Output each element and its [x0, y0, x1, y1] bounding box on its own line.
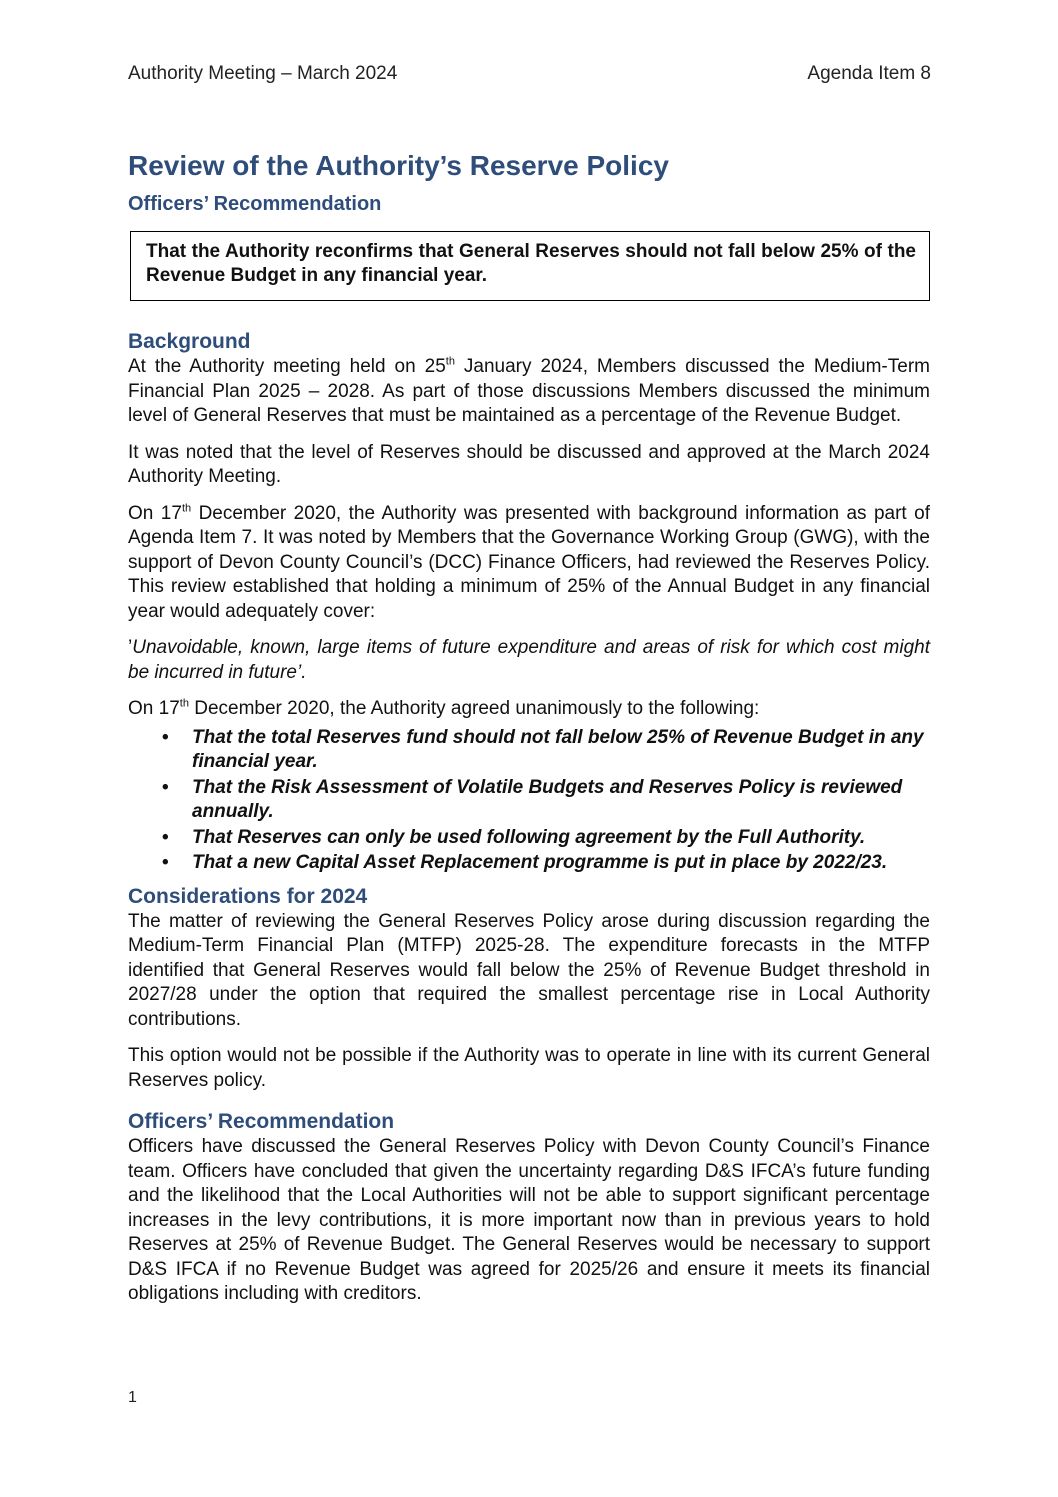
background-quote: ’Unavoidable, known, large items of future expenditure and areas of risk for which cost might be incurred in future’. — [128, 637, 930, 683]
considerations-heading: Considerations for 2024 — [128, 884, 368, 908]
considerations-paragraph-1: The matter of reviewing the General Reserves Policy arose during discussion regarding the Medium-Term Financial Plan (MTFP) 2025-28. The expenditure forecasts in the MTFP identified that General Reserves would fall below the 25% of Revenue Budget threshold in 2027/28 under the option that required the smallest percentage rise in Local Authority contributions. — [128, 910, 930, 1030]
decision-item: • That Reserves can only be used following agreement by the Full Authority. — [192, 826, 930, 851]
background-heading: Background — [128, 330, 251, 353]
considerations-section — [128, 884, 930, 1094]
background-paragraph-3: On 17th December 2020, the Authority was presented with background information as part of Agenda Item 7. It was noted by Members that the Governance Working Group (GWG), with the support of Devon County Council’s (DCC) Finance Officers, had reviewed the Reserves Policy. This review established that holding a minimum of 25% of the Annual Budget in any financial year would adequately cover: — [128, 502, 930, 622]
background-paragraph-2: It was noted that the level of Reserves should be discussed and approved at the March 2024 Authority Meeting. — [128, 441, 930, 487]
page-title: Review of the Authority’s Reserve Policy — [128, 150, 669, 181]
decision-item: • That the total Reserves fund should not fall below 25% of Revenue Budget in any financial year. — [192, 726, 930, 775]
header-meeting: Authority Meeting – March 2024 — [128, 63, 398, 84]
decision-item: • That a new Capital Asset Replacement programme is put in place by 2022/23. — [192, 851, 930, 876]
decision-item: • That the Risk Assessment of Volatile Budgets and Reserves Policy is reviewed annually. — [192, 776, 930, 825]
background-paragraph-4: On 17th December 2020, the Authority agreed unanimously to the following: — [128, 697, 760, 719]
officers-recommendation-section — [128, 1109, 930, 1307]
recommendation-subtitle: Officers’ Recommendation — [128, 193, 382, 215]
background-paragraph-1: At the Authority meeting held on 25th January 2024, Members discussed the Medium-Term Financial Plan 2025 – 2028. As part of those discussions Members discussed the minimum level of General Reserves that must be maintained as a percentage of the Revenue Budget. — [128, 355, 930, 426]
document-body — [128, 149, 930, 1319]
page-number: 1 — [128, 1389, 137, 1406]
decisions-list — [128, 726, 930, 876]
header-agenda-item: Agenda Item 8 — [807, 63, 931, 84]
officers-recommendation-paragraph: Officers have discussed the General Reserves Policy with Devon County Council’s Finance team. Officers have concluded that given the uncertainty regarding D&S IFCA’s future funding and the likelihood that the Local Authorities will not be able to support significant percentage increases in the levy contributions, it is more important now than in previous years to hold Reserves at 25% of Revenue Budget. The General Reserves would be necessary to support D&S IFCA if no Revenue Budget was agreed for 2025/26 and ensure it meets its financial obligations including with creditors. — [128, 1136, 930, 1304]
officers-recommendation-heading: Officers’ Recommendation — [128, 1110, 395, 1133]
background-section — [128, 329, 930, 876]
considerations-paragraph-2: This option would not be possible if the Authority was to operate in line with its current General Reserves policy. — [128, 1045, 930, 1091]
recommendation-box: That the Authority reconfirms that General Reserves should not fall below 25% of the Revenue Budget in any financial year. — [130, 231, 930, 301]
